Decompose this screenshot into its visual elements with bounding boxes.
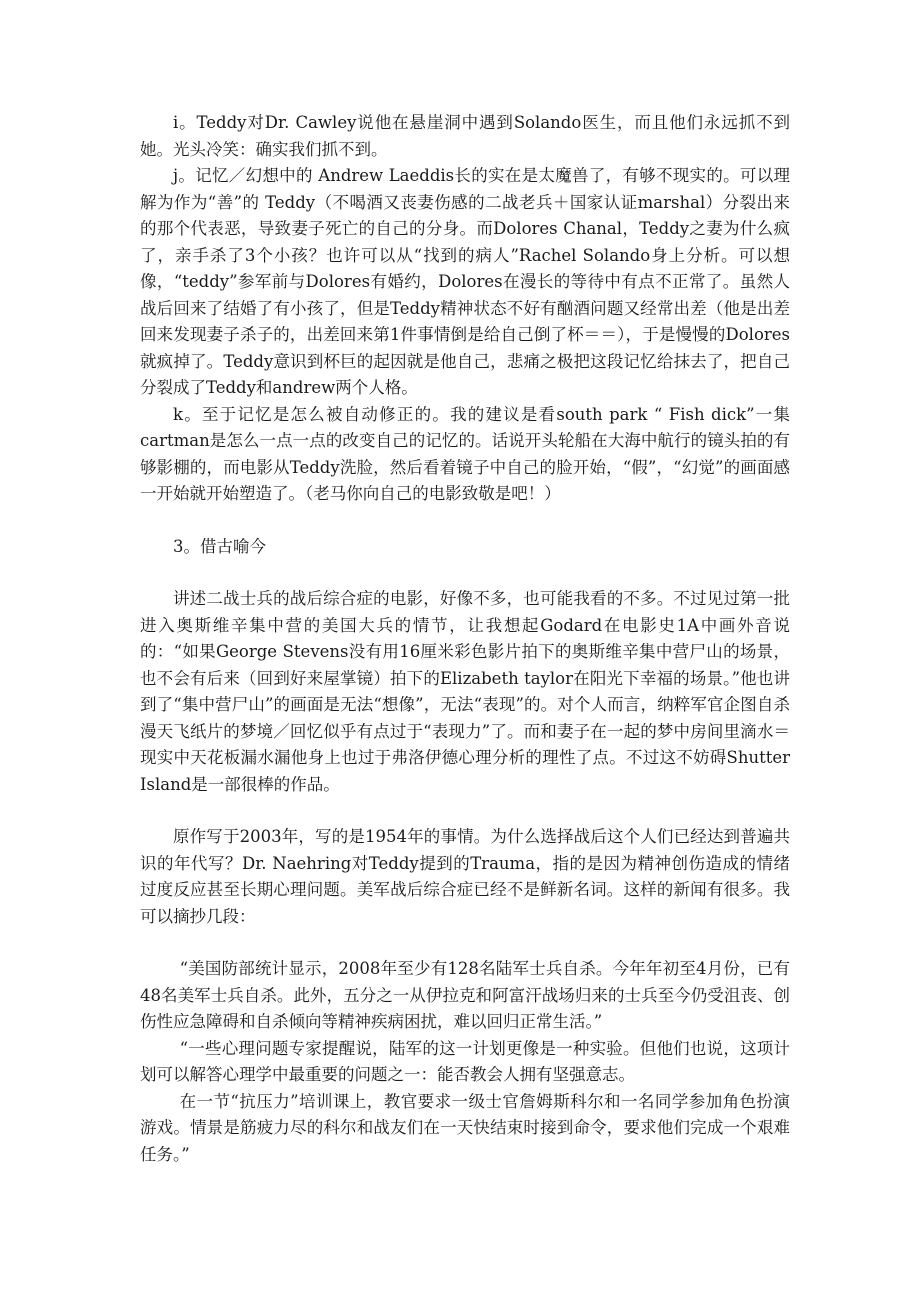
paragraph-intro: 讲述二战士兵的战后综合症的电影，好像不多，也可能我看的不多。不过见过第一批进入奥斯维辛集中营的美国大兵的情节，让我想起Godard在电影史1A中画外音说的：“如果George Stevens没有用16厘米彩色影片拍下的奥斯维辛集中营尸山的场景，也不会有后来（回到好来屋掌镜）拍下的Elizabeth taylor在阳光下幸福的场景。”他也讲到了“集中营尸山”的画面是无法“想像”，无法“表现”的。对个人而言，纳粹军官企图自杀漫天飞纸片的梦境／回忆似乎有点过于“表现力”了。而和妻子在一起的梦中房间里滴水＝现实中天花板漏水漏他身上也过于弗洛伊德心理分析的理性了点。不过这不妨碍Shutter Island是一部很棒的作品。 <box>140 589 790 794</box>
spacer <box>140 930 790 956</box>
spacer <box>140 508 790 534</box>
quote-paragraph: 在一节“抗压力”培训课上，教官要求一级士官詹姆斯科尔和一名同学参加角色扮演游戏。情景是筋疲力尽的科尔和战友们在一天快结束时接到命令，要求他们完成一个艰难任务。” <box>140 1091 790 1164</box>
paragraph-i: i。Teddy对Dr. Cawley说他在悬崖洞中遇到Solando医生，而且他们永远抓不到她。光头冷笑：确实我们抓不到。 <box>140 113 790 159</box>
section-heading: 3。借古喻今 <box>173 536 266 556</box>
paragraph-j: j。记忆／幻想中的 Andrew Laeddis长的实在是太魔兽了，有够不现实的。可以理解为作为“善”的 Teddy（不喝酒又丧妻伤感的二战老兵＋国家认证marshal）分裂出来的那个代表恶，导致妻子死亡的自己的分身。而Dolores Chanal，Teddy之妻为什么疯了，亲手杀了3个小孩？也许可以从“找到的病人”Rachel Solando身上分析。可以想像，“teddy”参军前与Dolores有婚约，Dolores在漫长的等待中有点不正常了。虽然人战后回来了结婚了有小孩了，但是Teddy精神状态不好有酗酒问题又经常出差（他是出差回来发现妻子杀子的，出差回来第1件事情倒是给自己倒了杯＝＝），于是慢慢的Dolores就疯掉了。Teddy意识到杯巨的起因就是他自己，悲痛之极把这段记忆给抹去了，把自己分裂成了Teddy和andrew两个人格。 <box>140 166 790 397</box>
spacer <box>140 560 790 586</box>
quote-paragraph: “美国防部统计显示，2008年至少有128名陆军士兵自杀。今年年初至4月份，已有48名美军士兵自杀。此外，五分之一从伊拉克和阿富汗战场归来的士兵至今仍受沮丧、创伤性应急障碍和自杀倾向等精神疾病困扰，难以回归正常生活。” <box>140 959 790 1031</box>
paragraph-original: 原作写于2003年，写的是1954年的事情。为什么选择战后这个人们已经达到普遍共识的年代写？Dr. Naehring对Teddy提到的Trauma，指的是因为精神创伤造成的情绪过度反应甚至长期心理问题。美军战后综合症已经不是鲜新名词。这样的新闻有很多。我可以摘抄几段： <box>140 827 790 926</box>
quote-paragraph: “一些心理问题专家提醒说，陆军的这一计划更像是一种实验。但他们也说，这项计划可以解答心理学中最重要的问题之一：能否教会人拥有坚强意志。 <box>140 1038 790 1084</box>
paragraph-k: k。至于记忆是怎么被自动修正的。我的建议是看south park “ Fish dick”一集cartman是怎么一点一点的改变自己的记忆的。话说开头轮船在大海中航行的镜头拍的有够影棚的，而电影从Teddy洗脸，然后看着镜子中自己的脸开始，“假”，“幻觉”的画面感一开始就开始塑造了。（老马你向自己的电影致敬是吧！） <box>140 404 790 503</box>
quotation-block <box>140 956 790 1168</box>
spacer <box>140 798 790 824</box>
document-body <box>140 110 790 1168</box>
